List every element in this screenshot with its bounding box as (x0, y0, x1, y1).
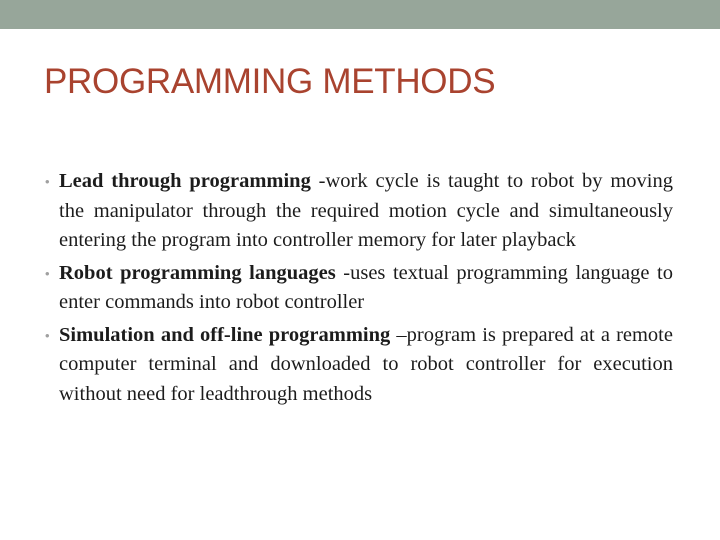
bullet-item-simulation (45, 321, 673, 410)
bullet-term: Lead through programming (59, 170, 311, 192)
bullet-icon: • (45, 265, 50, 281)
bullet-term: Simulation and off-line programming (59, 323, 391, 346)
slide-title: PROGRAMMING METHODS (44, 62, 496, 101)
bullet-description: -work cycle is taught to robot by moving the manipulator through the required motion cycle and simultaneously entering the program into controller memory for later playback (59, 170, 673, 251)
bullet-item-lead-through (45, 167, 673, 256)
bullet-description: -uses textual programming language to enter commands into robot controller (59, 261, 673, 313)
bullet-list (45, 167, 673, 412)
bullet-icon: • (45, 327, 50, 343)
bullet-description: –program is prepared at a remote computer terminal and downloaded to robot controller for execution without need for leadthrough methods (59, 323, 673, 405)
bullet-icon: • (45, 174, 50, 189)
bullet-item-programming-languages (45, 259, 673, 318)
top-accent-bar (0, 0, 720, 29)
bullet-term: Robot programming languages (59, 261, 336, 284)
